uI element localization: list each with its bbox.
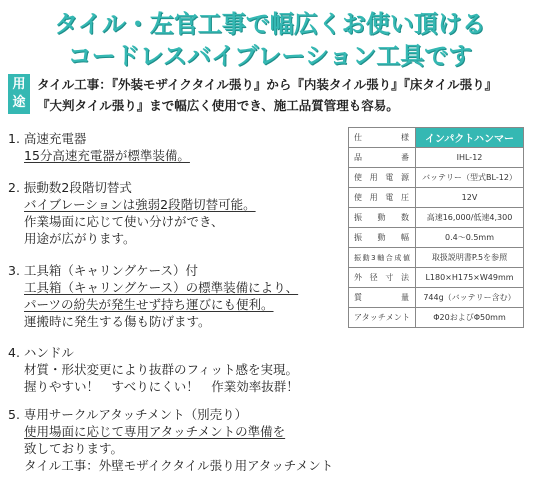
spec-table — [348, 127, 524, 328]
spec-key: 使用電圧 — [349, 188, 416, 208]
spec-row — [349, 248, 524, 268]
feature-line: 用途が広がります。 — [24, 231, 136, 246]
feature-line: 工具箱（キャリングケース）の標準装備により、 — [24, 280, 299, 295]
spec-value: バッテリー（型式BL-12） — [416, 168, 524, 188]
headline-line-1: タイル・左官工事で幅広くお使い頂ける — [54, 10, 486, 38]
feature-line: 致しております。 — [24, 441, 124, 456]
spec-key: 外径寸法 — [349, 268, 416, 288]
feature-title: 5. 専用サークルアタッチメント（別売り） — [8, 407, 248, 422]
feature-line: バイブレーションは強弱2段階切替可能。 — [24, 197, 256, 212]
spec-row — [349, 188, 524, 208]
spec-key: 振動3軸合成値 — [349, 248, 416, 268]
spec-value: 高速16,000/低速4,300 — [416, 208, 524, 228]
feature-line: パーツの紛失が発生せず持ち運びにも便利。 — [24, 297, 274, 312]
spec-key: 質量 — [349, 288, 416, 308]
usage-badge — [8, 74, 30, 114]
spec-value: 744g（バッテリー含む） — [416, 288, 524, 308]
feature-line: 使用場面に応じて専用アタッチメントの準備を — [24, 424, 286, 439]
feature-1 — [8, 130, 190, 164]
feature-title: 1. 高速充電器 — [8, 131, 87, 146]
spec-row — [349, 288, 524, 308]
spec-row — [349, 148, 524, 168]
spec-row — [349, 128, 524, 148]
spec-row — [349, 268, 524, 288]
feature-line: 運搬時に発生する傷も防げます。 — [24, 314, 211, 329]
feature-title: 4. ハンドル — [8, 345, 74, 360]
usage-badge-bottom: 途 — [12, 95, 26, 110]
spec-key: 品番 — [349, 148, 416, 168]
spec-value: L180×H175×W49mm — [416, 268, 524, 288]
spec-key: 振動数 — [349, 208, 416, 228]
spec-row — [349, 228, 524, 248]
usage-line-1: タイル工事：『外装モザイクタイル張り』から『内装タイル張り』『床タイル張り』 — [37, 77, 498, 92]
spec-key: 仕様 — [349, 128, 416, 148]
spec-value: 0.4～0.5mm — [416, 228, 524, 248]
feature-line: 材質・形状変更により抜群のフィット感を実現。 — [24, 362, 299, 377]
spec-row — [349, 308, 524, 328]
feature-3 — [8, 262, 298, 330]
spec-value: 取扱説明書P.5を参照 — [416, 248, 524, 268]
feature-line: タイル工事：外壁モザイクタイル張り用アタッチメント — [24, 458, 334, 473]
spec-value: 12V — [416, 188, 524, 208]
spec-key: 振動幅 — [349, 228, 416, 248]
feature-title: 3. 工具箱（キャリングケース）付 — [8, 263, 199, 278]
spec-row — [349, 208, 524, 228]
feature-line: 作業場面に応じて使い分けができ、 — [24, 214, 224, 229]
feature-title: 2. 振動数2段階切替式 — [8, 180, 132, 195]
usage-line-2: 『大判タイル張り』まで幅広く使用でき、施工品質管理も容易。 — [37, 98, 399, 113]
feature-line: 握りやすい！ すべりにくい！ 作業効率抜群！ — [24, 379, 299, 394]
feature-5 — [8, 406, 333, 474]
usage-badge-top: 用 — [12, 77, 26, 92]
spec-row — [349, 168, 524, 188]
feature-2 — [8, 179, 256, 247]
spec-value: インパクトハンマー — [416, 128, 524, 148]
feature-line: 15分高速充電器が標準装備。 — [24, 148, 190, 163]
spec-key: 使用電源 — [349, 168, 416, 188]
feature-4 — [8, 344, 299, 395]
spec-key: アタッチメント — [349, 308, 416, 328]
spec-value: IHL-12 — [416, 148, 524, 168]
spec-value: Φ20およびΦ50mm — [416, 308, 524, 328]
headline-line-2: コードレスバイブレーション工具です — [67, 42, 473, 70]
